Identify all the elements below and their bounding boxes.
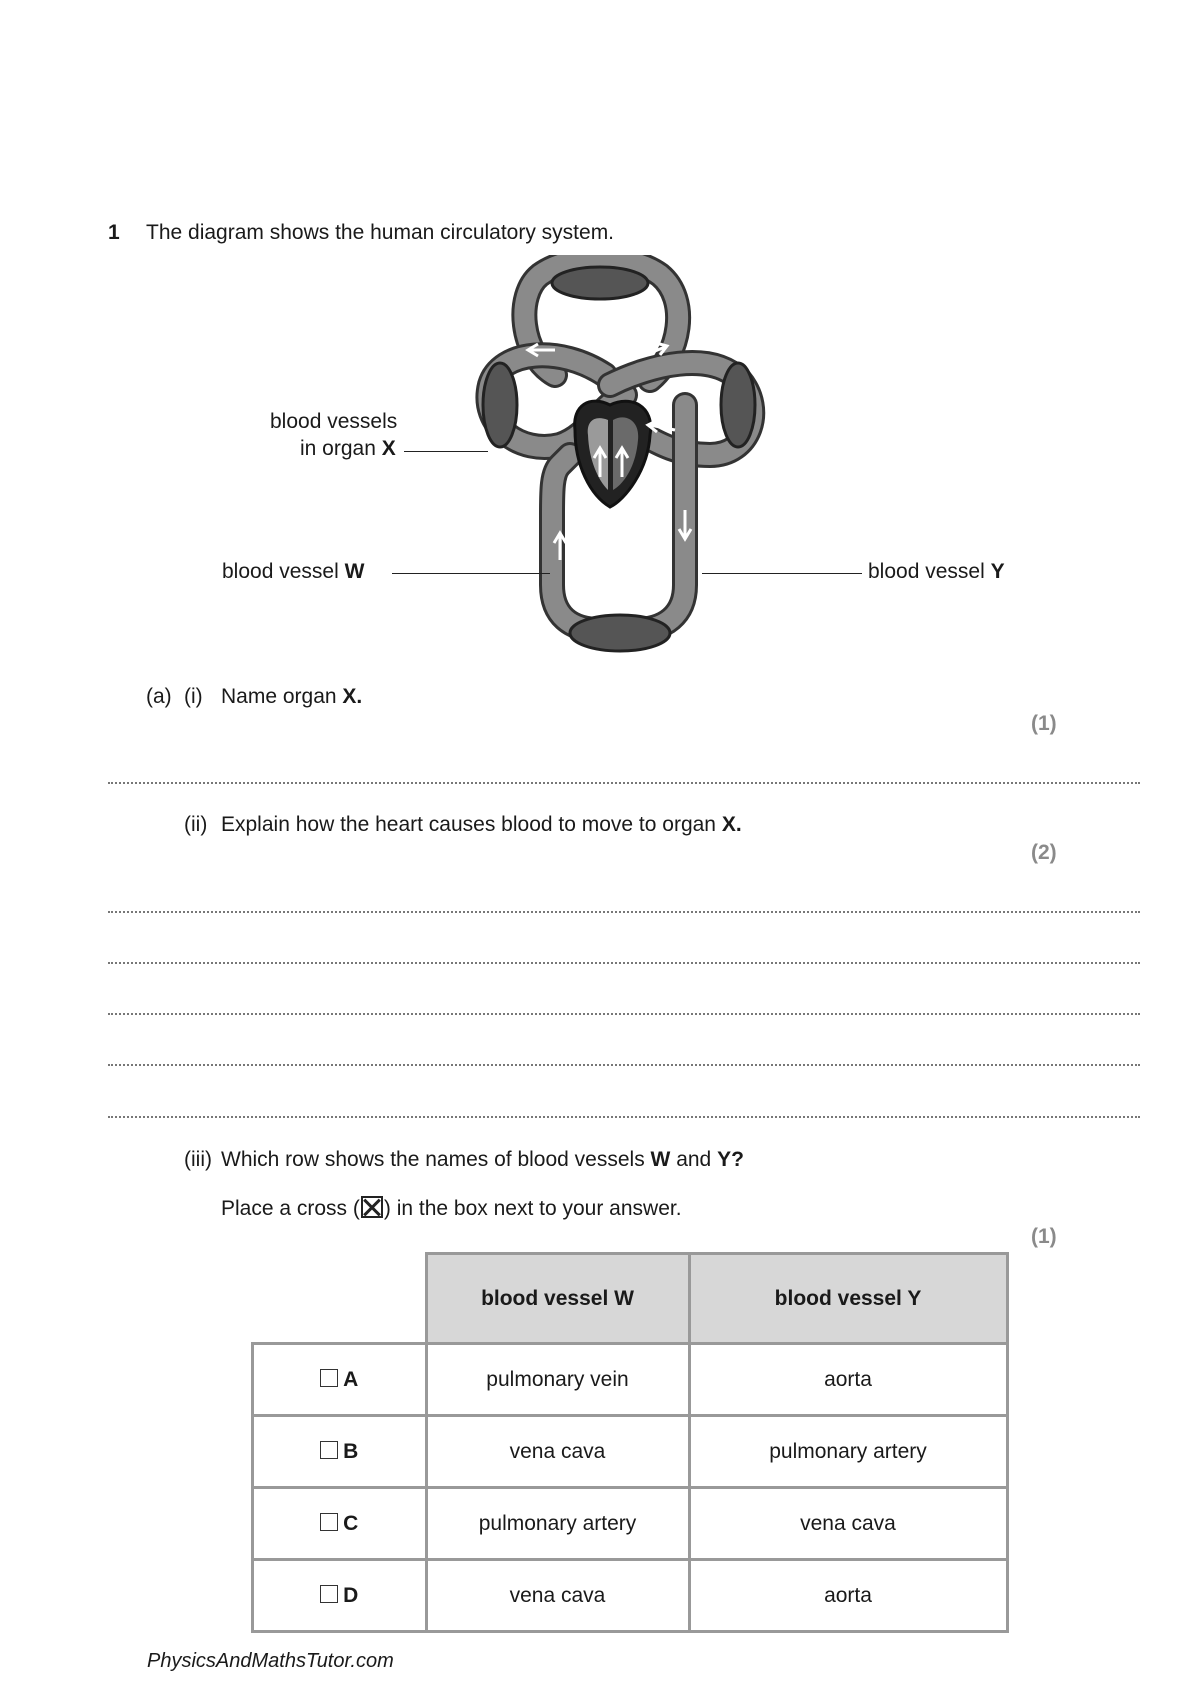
answer-line-a-ii-2[interactable] [108, 962, 1140, 964]
part-iii-label: (iii) [184, 1148, 212, 1171]
table-cell: pulmonary artery [689, 1416, 1007, 1488]
marks-a-iii: (1) [1031, 1225, 1057, 1248]
answer-line-a-ii-4[interactable] [108, 1064, 1140, 1066]
label-organ-x-line2: in organ X [300, 437, 396, 460]
table-cell: pulmonary vein [426, 1344, 689, 1416]
option-b[interactable]: B [253, 1416, 427, 1488]
table-cell: pulmonary artery [426, 1488, 689, 1560]
checkbox-icon[interactable] [320, 1369, 338, 1387]
footer-watermark: PhysicsAndMathsTutor.com [147, 1650, 394, 1672]
part-a-label: (a) [146, 685, 172, 708]
table-row [253, 1488, 1008, 1560]
table-cell: vena cava [426, 1416, 689, 1488]
label-vessel-y: blood vessel Y [868, 560, 1005, 583]
part-ii-label: (ii) [184, 813, 208, 836]
option-c[interactable]: C [253, 1488, 427, 1560]
marks-a-i: (1) [1031, 712, 1057, 735]
answer-line-a-i[interactable] [108, 782, 1140, 784]
table-header-row [253, 1254, 1008, 1344]
table-row [253, 1416, 1008, 1488]
part-i-label: (i) [184, 685, 203, 708]
answer-table [251, 1252, 1009, 1633]
table-header-w: blood vessel W [426, 1254, 689, 1344]
question-intro: The diagram shows the human circulatory system. [146, 221, 615, 244]
crossed-box-icon [361, 1196, 383, 1218]
answer-line-a-ii-3[interactable] [108, 1013, 1140, 1015]
marks-a-ii: (2) [1031, 841, 1057, 864]
part-a-iii-question: Which row shows the names of blood vessels W and Y? [221, 1148, 744, 1171]
part-a-ii-question: Explain how the heart causes blood to move to organ X. [221, 813, 742, 836]
cross-instruction: Place a cross ( ) in the box next to your answer. [221, 1197, 682, 1220]
table-cell: vena cava [689, 1488, 1007, 1560]
pointer-line-x [404, 451, 488, 452]
checkbox-icon[interactable] [320, 1441, 338, 1459]
pointer-line-y [702, 573, 862, 574]
table-cell: aorta [689, 1344, 1007, 1416]
table-row [253, 1560, 1008, 1632]
label-organ-x-line1: blood vessels [270, 410, 398, 433]
circulatory-system-diagram [460, 255, 790, 665]
answer-line-a-ii-1[interactable] [108, 911, 1140, 913]
table-header-y: blood vessel Y [689, 1254, 1007, 1344]
question-number: 1 [108, 221, 120, 244]
option-d[interactable]: D [253, 1560, 427, 1632]
label-vessel-w: blood vessel W [222, 560, 365, 583]
pointer-line-w [392, 573, 550, 574]
checkbox-icon[interactable] [320, 1585, 338, 1603]
answer-line-a-ii-5[interactable] [108, 1116, 1140, 1118]
checkbox-icon[interactable] [320, 1513, 338, 1531]
option-a[interactable]: A [253, 1344, 427, 1416]
table-cell: vena cava [426, 1560, 689, 1632]
part-a-i-question: Name organ X. [221, 685, 363, 708]
table-cell: aorta [689, 1560, 1007, 1632]
table-header-blank [253, 1254, 427, 1344]
table-row [253, 1344, 1008, 1416]
